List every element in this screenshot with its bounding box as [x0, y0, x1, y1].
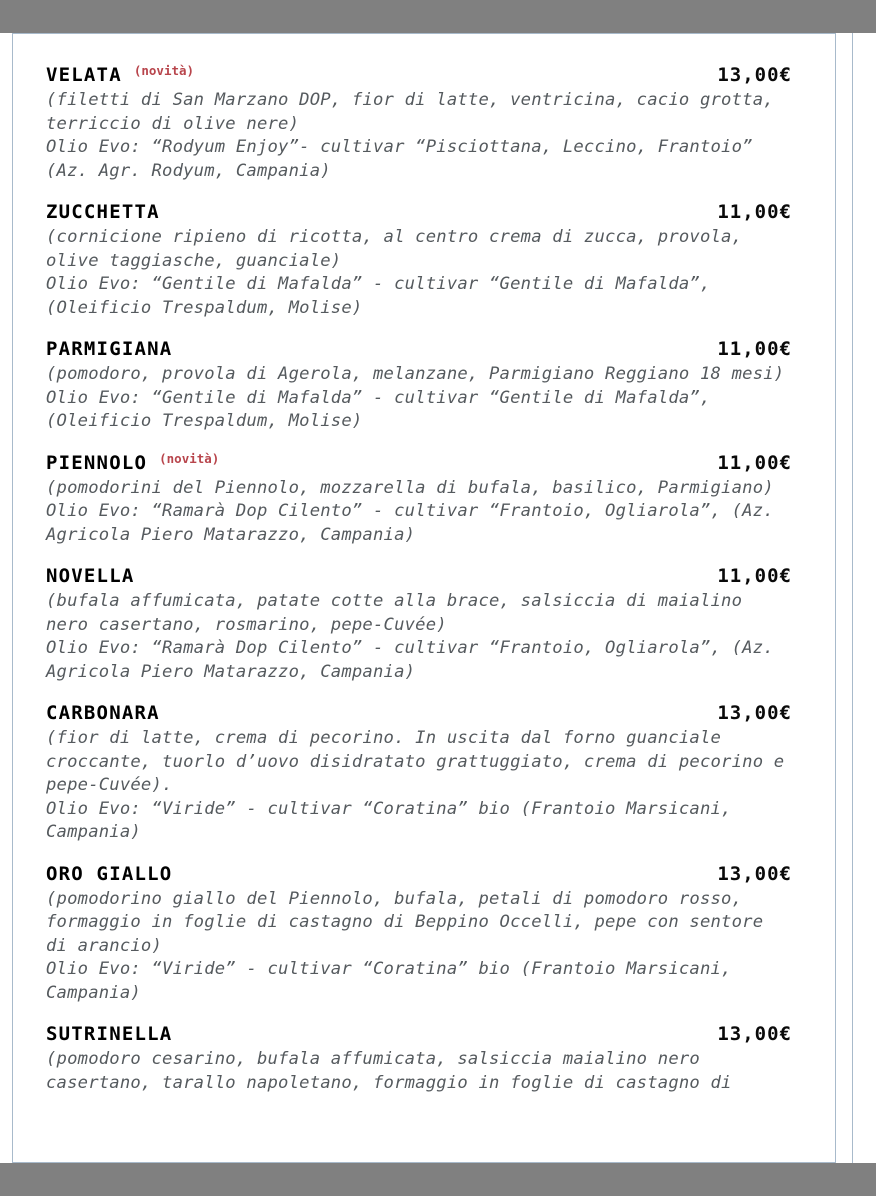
menu-item[interactable]	[46, 1023, 792, 1095]
menu-item-price: 11,00€	[717, 338, 792, 360]
menu-item-name: SUTRINELLA	[46, 1023, 173, 1045]
menu-item-header	[46, 863, 792, 885]
menu-item-price: 13,00€	[717, 64, 792, 86]
menu-item-description: (bufala affumicata, patate cotte alla brace, salsiccia di maialino nero casertano, rosmarino, pepe-Cuvée)	[46, 591, 743, 635]
menu-item-price: 13,00€	[717, 702, 792, 724]
menu-item-oil: Olio Evo: “Ramarà Dop Cilento” - cultivar “Frantoio, Ogliarola”, (Az. Agricola Piero Matarazzo, Campania)	[46, 501, 774, 545]
novelty-badge: (novità)	[159, 450, 220, 466]
menu-item-name: CARBONARA	[46, 702, 160, 724]
menu-item[interactable]	[46, 201, 792, 320]
menu-item-price: 13,00€	[717, 862, 792, 885]
menu-item-price: 13,00€	[717, 1023, 792, 1045]
menu-item[interactable]	[46, 338, 792, 434]
menu-item-header	[46, 338, 792, 360]
menu-item[interactable]	[46, 565, 792, 684]
viewer-top-band	[0, 0, 876, 33]
menu-item-oil: Olio Evo: “Ramarà Dop Cilento” - cultivar “Frantoio, Ogliarola”, (Az. Agricola Piero Matarazzo, Campania)	[46, 638, 774, 682]
menu-item-oil: Olio Evo: “Rodyum Enjoy”- cultivar “Pisciottana, Leccino, Frantoio” (Az. Agr. Rodyum, Campania)	[46, 137, 753, 181]
menu-item-name: NOVELLA	[46, 565, 135, 587]
menu-item[interactable]	[46, 452, 792, 548]
menu-list	[46, 64, 792, 1113]
menu-item-oil: Olio Evo: “Viride” - cultivar “Coratina” bio (Frantoio Marsicani, Campania)	[46, 798, 732, 842]
menu-item-header	[46, 1023, 792, 1045]
menu-item-header	[46, 64, 792, 86]
page-gutter	[837, 33, 852, 1163]
menu-item[interactable]	[46, 702, 792, 845]
menu-item-name: PARMIGIANA	[46, 338, 173, 360]
menu-item-header	[46, 565, 792, 587]
menu-item-description: (filetti di San Marzano DOP, fior di latte, ventricina, cacio grotta, terriccio di olive nere)	[46, 90, 774, 134]
menu-item-description: (pomodorino giallo del Piennolo, bufala, petali di pomodoro rosso, formaggio in foglie di castagno di Beppino Occelli, pepe con sentore di arancio)	[46, 888, 764, 956]
menu-item-price: 11,00€	[717, 451, 792, 474]
menu-item-description: (cornicione ripieno di ricotta, al centro crema di zucca, provola, olive taggiasche, guanciale)	[46, 227, 743, 271]
menu-item-description: (pomodoro, provola di Agerola, melanzane, Parmigiano Reggiano 18 mesi)	[46, 364, 785, 384]
menu-item-name: PIENNOLO	[46, 451, 148, 474]
menu-item-description: (pomodoro cesarino, bufala affumicata, salsiccia maialino nero casertano, tarallo napoletano, formaggio in foglie di castagno di	[46, 1049, 732, 1093]
menu-item-price: 11,00€	[717, 201, 792, 223]
menu-item-header	[46, 452, 792, 474]
menu-item-oil: Olio Evo: “Gentile di Mafalda” - cultivar “Gentile di Mafalda”, (Oleificio Trespaldum, Molise)	[46, 274, 711, 318]
menu-item[interactable]	[46, 863, 792, 1006]
menu-item-name: ZUCCHETTA	[46, 201, 160, 223]
menu-item-name: ORO GIALLO	[46, 862, 173, 885]
menu-item-oil: Olio Evo: “Viride” - cultivar “Coratina” bio (Frantoio Marsicani, Campania)	[46, 959, 732, 1003]
menu-page	[12, 33, 836, 1163]
menu-item-name: VELATA	[46, 64, 122, 86]
menu-item-description: (fior di latte, crema di pecorino. In uscita dal forno guanciale croccante, tuorlo d’uovo disidratato grattuggiato, crema di pecorino e pepe-Cuvée).	[46, 728, 785, 795]
menu-item-header	[46, 702, 792, 724]
next-page-sliver	[852, 33, 876, 1163]
novelty-badge: (novità)	[133, 63, 195, 78]
menu-item-oil: Olio Evo: “Gentile di Mafalda” - cultivar “Gentile di Mafalda”, (Oleificio Trespaldum, Molise)	[46, 387, 711, 431]
menu-item-header	[46, 201, 792, 223]
menu-item-description: (pomodorini del Piennolo, mozzarella di bufala, basilico, Parmigiano)	[46, 477, 774, 498]
menu-item[interactable]	[46, 64, 792, 183]
menu-item-price: 11,00€	[717, 565, 792, 587]
viewer-bottom-band	[0, 1163, 876, 1196]
